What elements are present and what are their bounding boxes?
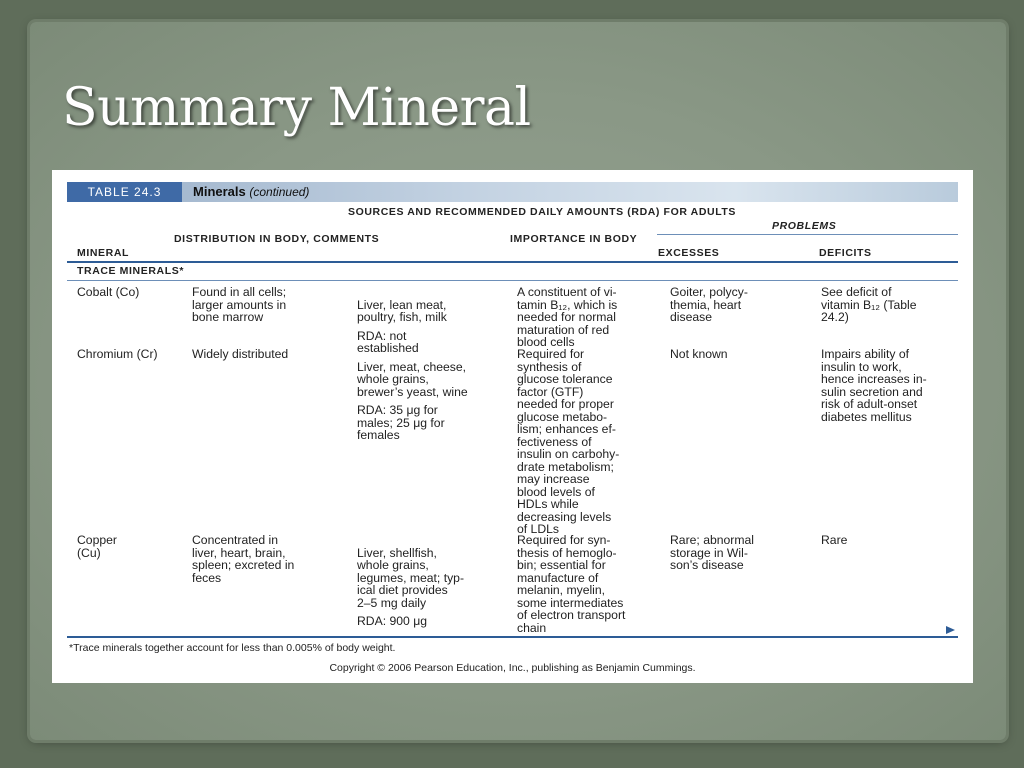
row-chromium-distribution: Widely distributed [192,347,289,361]
section-label: TRACE MINERALS* [77,265,185,277]
problems-divider [657,234,958,235]
header-excesses: EXCESSES [658,247,720,259]
table-header-bar [67,182,958,202]
header-mineral: MINERAL [77,247,130,259]
row-copper-sources-text: Liver, shellfish, whole grains, legumes, meat; typ- ical diet provides 2–5 mg daily [357,545,465,610]
row-cobalt-excesses: Goiter, polycy- themia, heart disease [670,285,748,324]
header-sources: SOURCES AND RECOMMENDED DAILY AMOUNTS (RDA) FOR ADULTS [348,206,737,218]
row-chromium-sources-text: Liver, meat, cheese, whole grains, brewer’s yeast, wine [357,359,468,399]
minerals-table [52,170,973,683]
row-copper-rda: RDA: 900 μg [357,614,428,628]
row-cobalt-sources-text: Liver, lean meat, poultry, fish, milk [357,297,447,324]
row-chromium-sources [357,348,468,454]
footer-divider [67,636,958,638]
row-chromium-importance: Required for synthesis of glucose tolerance factor (GTF) needed for proper glucose metabo- lism; enhances ef- fectiveness of insulin on carbohy- drate metabolism; may increase blood levels of HDLs while decreasing levels of LDLs [517,347,620,536]
row-copper-excesses: Rare; abnormal storage in Wil- son’s disease [670,533,754,572]
copyright-notice: Copyright © 2006 Pearson Education, Inc., publishing as Benjamin Cummings. [329,662,696,674]
table-title [193,182,309,202]
row-cobalt-mineral: Cobalt (Co) [77,285,140,299]
row-chromium-mineral: Chromium (Cr) [77,347,158,361]
slide-title: Summary Mineral [62,78,531,138]
row-chromium-excesses: Not known [670,347,728,361]
row-cobalt-deficits: See deficit of vitamin B₁₂ (Table 24.2) [821,285,917,324]
header-importance: IMPORTANCE IN BODY [510,233,638,245]
section-divider [67,280,958,281]
header-divider [67,261,958,263]
table-title-text: Minerals [193,184,246,199]
row-chromium-rda: RDA: 35 μg for males; 25 μg for females [357,403,445,442]
row-copper-mineral: Copper (Cu) [77,533,117,560]
table-footnote: *Trace minerals together account for less than 0.005% of body weight. [69,642,396,654]
header-deficits: DEFICITS [819,247,872,259]
header-distribution: DISTRIBUTION IN BODY, COMMENTS [174,233,380,245]
row-cobalt-importance: A constituent of vi- tamin B₁₂, which is needed for normal maturation of red blood cells [517,285,618,349]
row-copper-distribution: Concentrated in liver, heart, brain, spleen; excreted in feces [192,533,295,585]
row-copper-importance: Required for syn- thesis of hemoglo- bin; essential for manufacture of melanin, myelin, some intermediates of electron transport chain [517,533,626,635]
header-problems: PROBLEMS [772,220,837,232]
table-title-note: (continued) [249,185,310,199]
row-copper-deficits: Rare [821,533,848,547]
continue-arrow-icon [946,626,955,634]
row-cobalt-distribution: Found in all cells; larger amounts in bone marrow [192,285,287,324]
row-cobalt-rda: RDA: not established [357,328,419,355]
row-copper-sources [357,534,464,640]
row-chromium-deficits: Impairs ability of insulin to work, hence increases in- sulin secretion and risk of adult-onset diabetes mellitus [821,347,927,424]
table-label: TABLE 24.3 [67,182,182,202]
